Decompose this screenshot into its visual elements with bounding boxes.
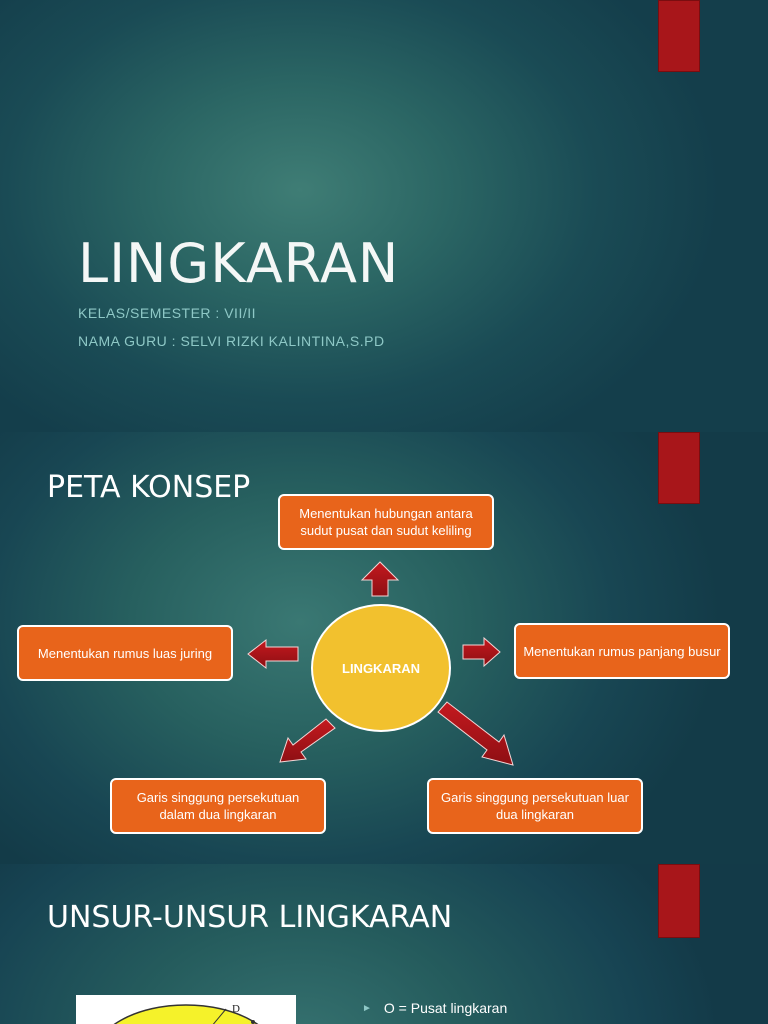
concept-box-external-tangent: Garis singgung persekutuan luar dua lingkaran — [427, 778, 643, 834]
circle-diagram-icon — [76, 995, 296, 1024]
arrow-down-right-icon — [438, 702, 513, 765]
point-d-label: D — [232, 1003, 240, 1015]
class-semester-label: KELAS/SEMESTER : VII/II — [78, 305, 256, 321]
triangle-bullet-icon: ► — [362, 1002, 372, 1014]
arrow-up-icon — [362, 562, 398, 596]
title-slide — [0, 0, 768, 432]
red-accent-tab — [658, 864, 700, 938]
elements-slide — [0, 864, 768, 1024]
concept-box-arc-length: Menentukan rumus panjang busur — [514, 623, 730, 679]
center-concept-circle: LINGKARAN — [311, 604, 451, 732]
arrow-left-icon — [248, 640, 298, 668]
arrow-right-icon — [463, 638, 500, 666]
section-title: PETA KONSEP — [47, 470, 251, 505]
slide-title: LINGKARAN — [78, 232, 400, 295]
bullet-item — [362, 1000, 507, 1016]
concept-box-internal-tangent: Garis singgung persekutuan dalam dua lingkaran — [110, 778, 326, 834]
red-accent-tab — [658, 0, 700, 72]
circle-figure — [76, 995, 296, 1024]
concept-box-sector-area: Menentukan rumus luas juring — [17, 625, 233, 681]
section-title: UNSUR-UNSUR LINGKARAN — [47, 900, 453, 935]
concept-map-slide — [0, 432, 768, 864]
teacher-name-label: NAMA GURU : SELVI RIZKI KALINTINA,S.PD — [78, 333, 385, 349]
arrow-down-left-icon — [280, 719, 335, 762]
bullet-text: O = Pusat lingkaran — [383, 1000, 508, 1016]
concept-box-central-angle: Menentukan hubungan antara sudut pusat dan sudut keliling — [278, 494, 494, 550]
